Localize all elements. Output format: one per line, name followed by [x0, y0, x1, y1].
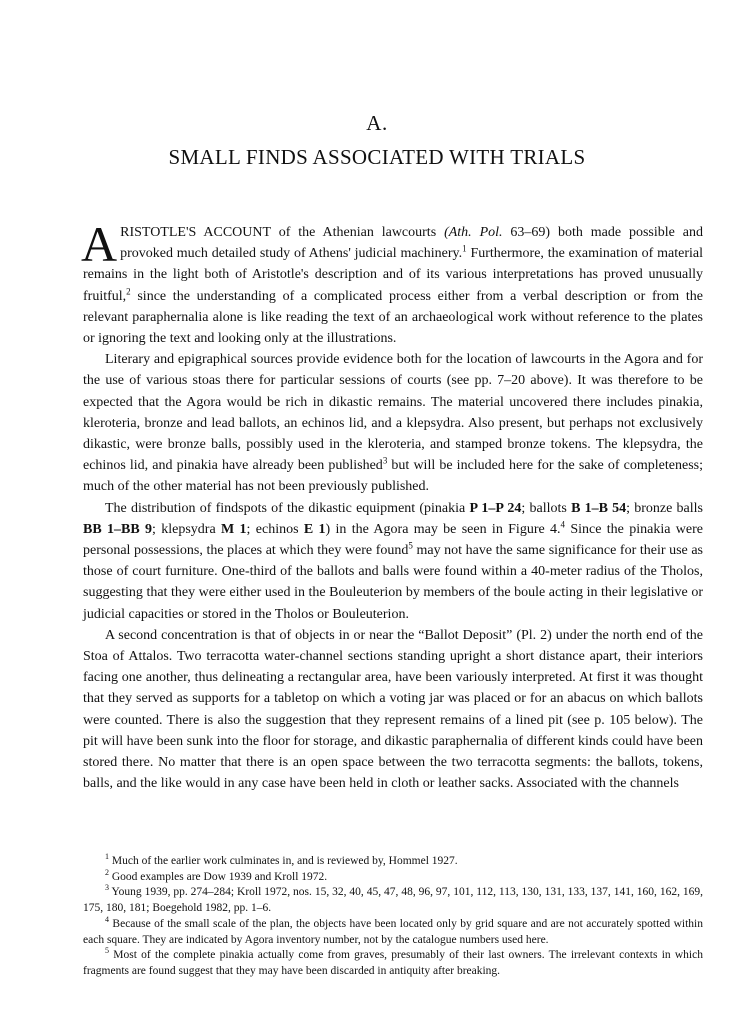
footnote-5: $^5$ Most of the complete pinakia actually come from graves, presumably of their last owners. The irrelevant contexts in which fragments are found suggest that they may have been discarded in antiquity after breaking.: [83, 946, 703, 977]
section-title: SMALL FINDS ASSOCIATED WITH TRIALS: [168, 145, 586, 169]
footnote-1: $^1$ Much of the earlier work culminates in, and is reviewed by, Hommel 1927.: [105, 852, 458, 867]
footnote-4: $^4$ Because of the small scale of the plan, the objects have been located only by grid square and are not accurately spotted within each square. They are indicated by Agora inventory number, not by the catalogue numbers used here.: [83, 914, 703, 946]
footnote-ref: 1: [462, 243, 467, 254]
footnote-ref: 2: [126, 285, 131, 296]
body-text: [81, 216, 704, 794]
drop-cap: A: [81, 216, 118, 272]
footnotes: [83, 854, 703, 980]
footnote-ref: 5: [408, 540, 413, 551]
work-reference: (Ath. Pol.: [444, 225, 503, 240]
paragraph-1: ARISTOTLE'S ACCOUNT of the Athenian lawcourts (Ath. Pol. 63–69) both made possible and provoked much detailed study of Athens' judicial machinery.$^1$ Furthermore, the examination of material remains in the light both of Aristotle's description and of its various interpretations has proved unusually fruitful,$^2$ since the understanding of a complicated process either from a verbal description or from the relevant paraphernalia alone is like reading the text of an archaeological work without reference to the plates or ignoring the text and looking only at the illustrations.: [81, 216, 703, 347]
footnote-ref: 4: [560, 519, 566, 530]
catalogue-ref: B 1–B 54: [571, 500, 627, 516]
catalogue-ref: P 1–P 24: [469, 500, 522, 516]
paragraph-2: Literary and epigraphical sources provide evidence both for the location of lawcourts in the Agora and for the use of various stoas there for particular sessions of courts (see pp. 7–20 above). It was therefore to be expected that the Agora would be rich in dikastic remains. The material uncovered there includes pinakia, kleroteria, bronze and lead ballots, an echinos lid, and a klepsydra. Also present, but perhaps not exclusively dikastic, were bronze balls, possibly used in the kleroteria, and stamped bronze tokens. The klepsydra, the echinos lid, and pinakia have already been published$^3$ but will be included here for the sake of completeness; much of the other material has not been previously published.: [83, 352, 703, 495]
paragraph-3: The distribution of findspots of the dikastic equipment (pinakia P 1–P 24; ballots B 1–B 54; bronze balls BB 1–BB 9; klepsydra M 1; echinos E 1) in the Agora may be seen in Figure 4.$^4$ Since the pinakia were personal possessions, the places at which they were found$^5$ may not have the same significance for their use as those of court furniture. One-third of the ballots and balls were found within a 40-meter radius of the Tholos, suggesting that they were either used in the Bouleuterion by members of the boule acting in their legislative or judicial capacities or stored in the Tholos or Bouleuterion.: [83, 500, 704, 622]
section-label: A.: [366, 111, 388, 135]
footnote-ref: 3: [382, 455, 388, 466]
footnote-3: $^3$ Young 1939, pp. 274–284; Kroll 1972, nos. 15, 32, 40, 45, 47, 48, 96, 97, 101, 112, 113, 130, 131, 133, 137, 141, 160, 162, 169, 175, 180, 181; Boegehold 1982, pp. 1–6.: [83, 883, 703, 915]
paragraph-4: A second concentration is that of objects in or near the “Ballot Deposit” (Pl. 2) under the north end of the Stoa of Attalos. Two terracotta water-channel sections standing upright a short distance apart, their interiors facing one another, thus delineating a rectangular area, have been variously interpreted. At first it was thought that they served as supports for a tabletop on which a voting jar was placed or for an abacus on which ballots were counted. There is also the suggestion that they represent remains of a lined pit (see p. 105 below). The pit will have been sunk into the floor for storage, and dikastic paraphernalia of different kinds could have been stored there. No matter that there is an open space between the two terracotta segments: the ballots, tokens, balls, and the like would in any case have been held in cloth or leather sacks. Associated with the channels: [83, 627, 703, 792]
catalogue-ref: E 1: [303, 521, 326, 537]
lead-in: RISTOTLE'S ACCOUNT: [120, 225, 271, 240]
catalogue-ref: BB 1–BB 9: [83, 521, 153, 537]
footnote-2: $^2$ Good examples are Dow 1939 and Kroll 1972.: [105, 867, 328, 883]
catalogue-ref: M 1: [221, 521, 247, 537]
